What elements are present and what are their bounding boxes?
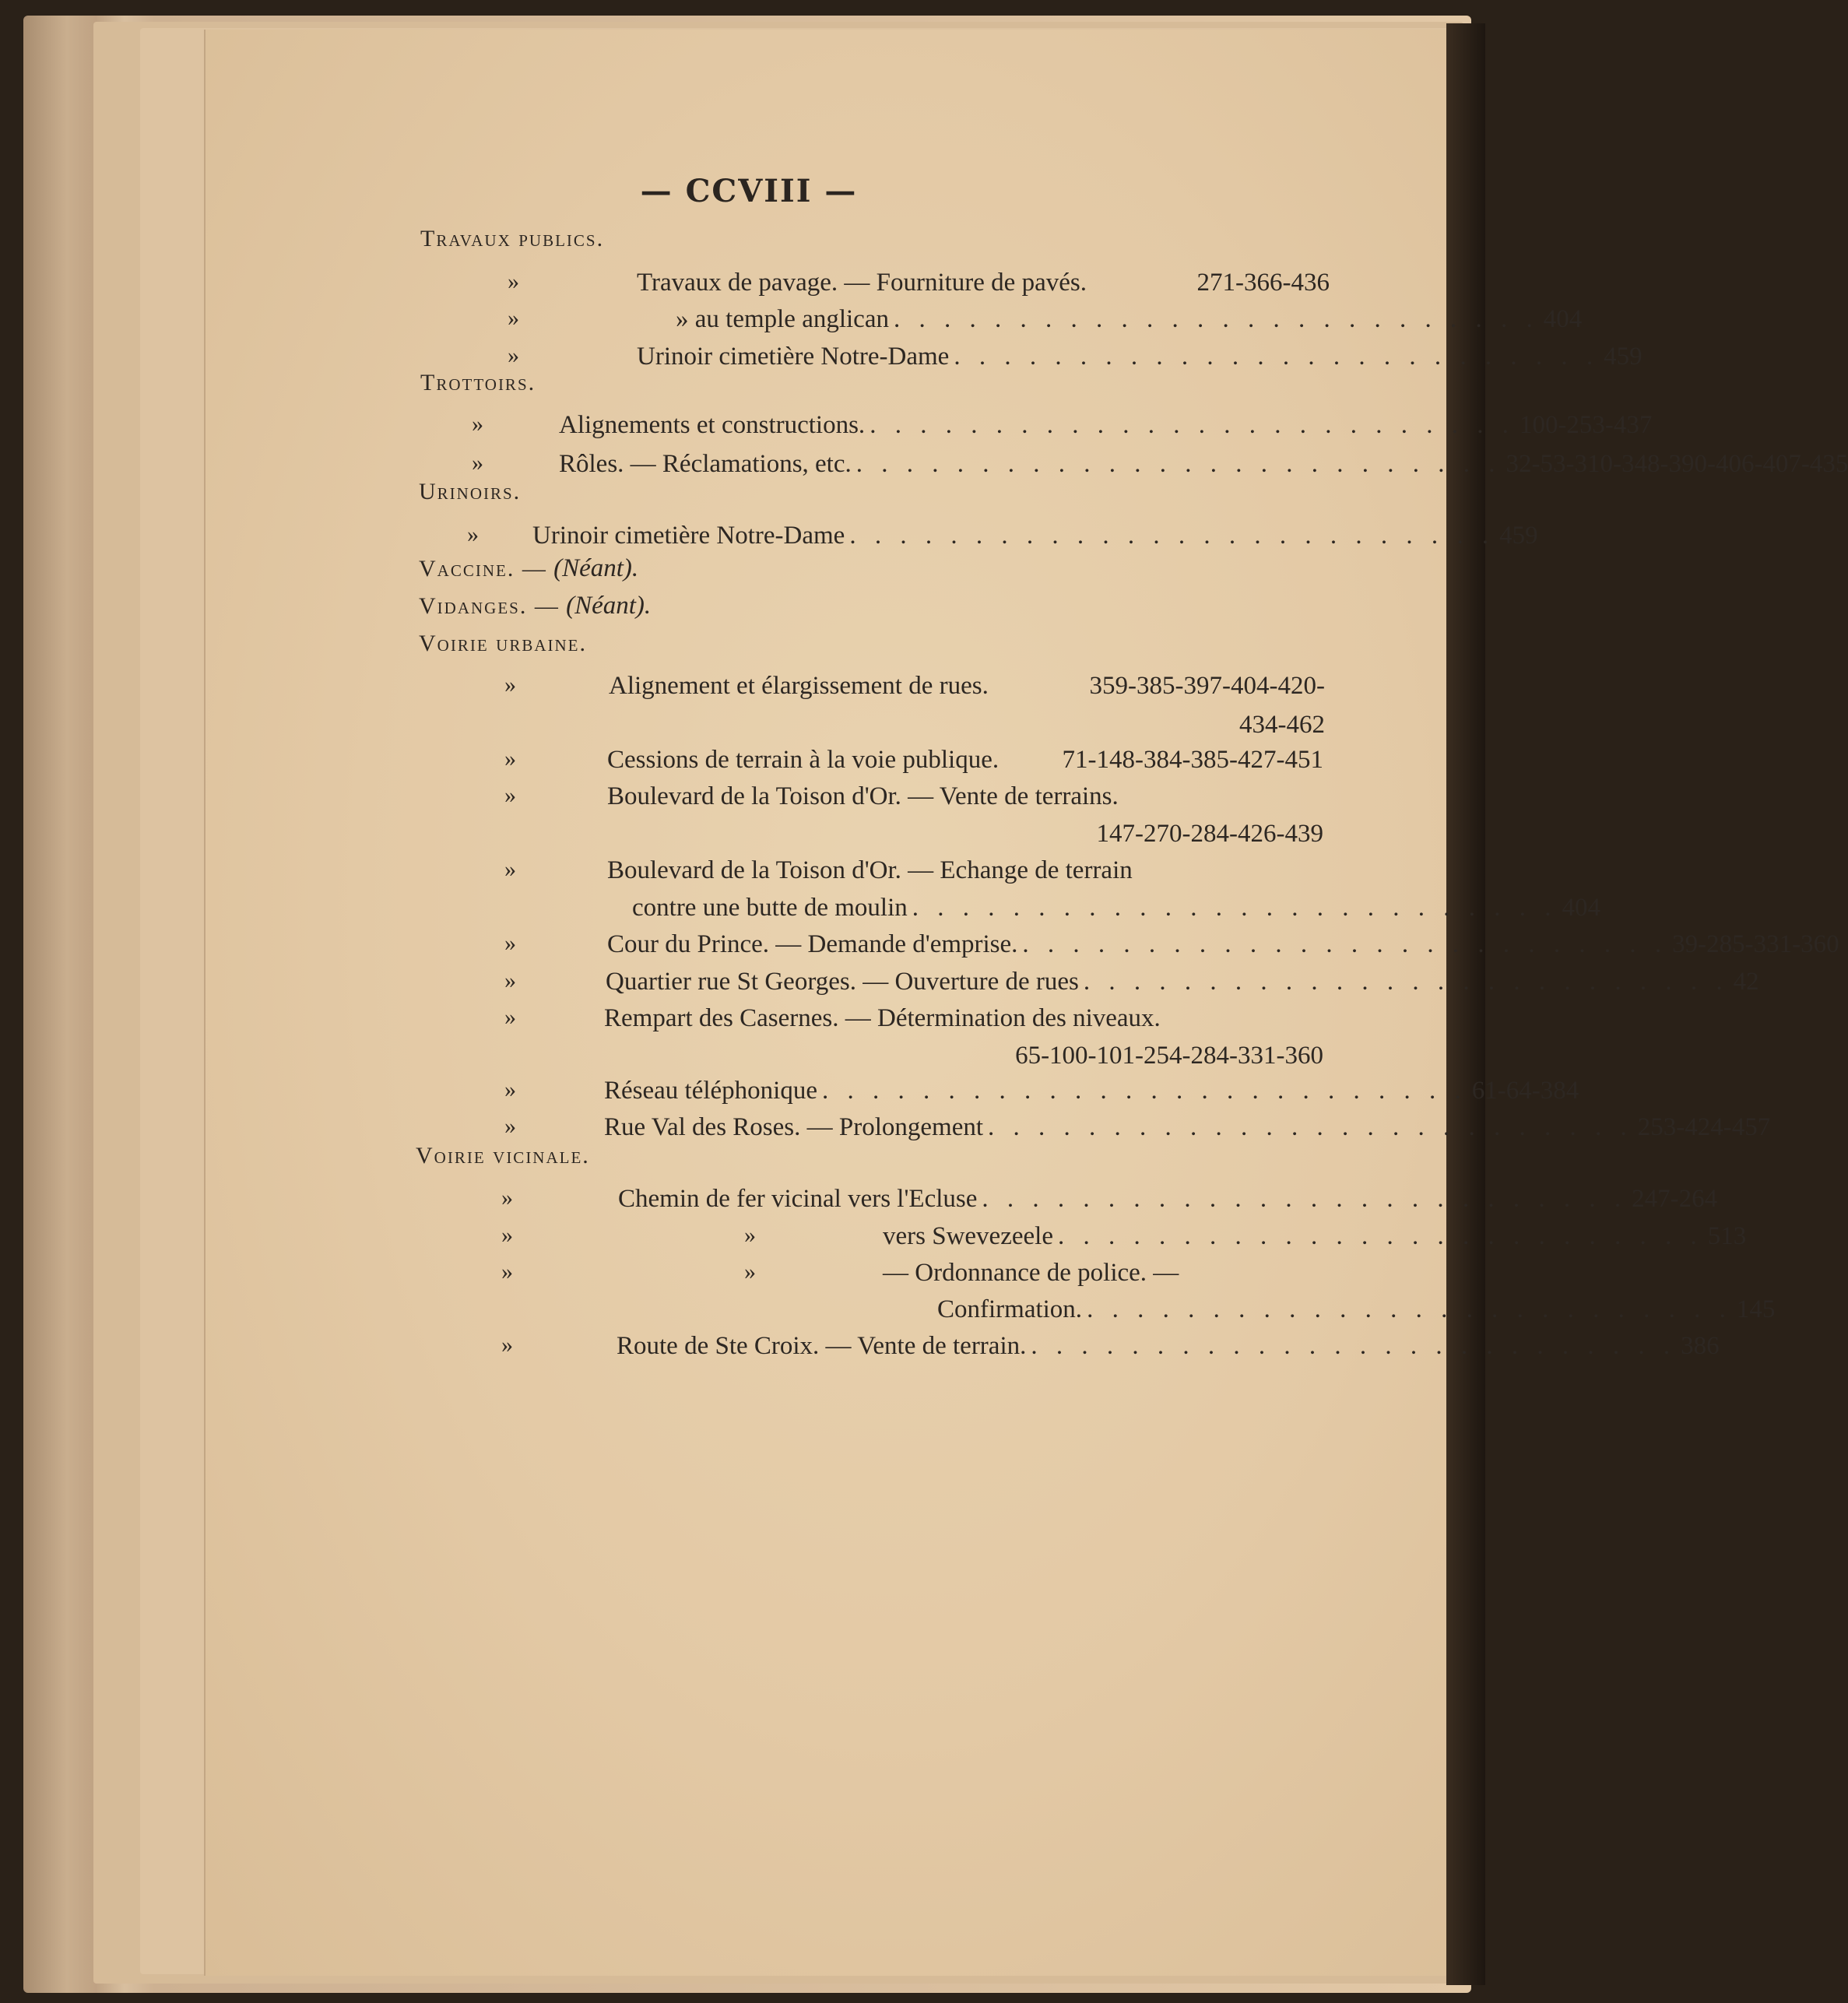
ditto-mark: » — [501, 1332, 513, 1358]
index-entry — [637, 343, 1642, 371]
entry-pages: 459 — [1499, 522, 1538, 550]
entry-text: Réseau téléphonique — [604, 1077, 817, 1105]
entry-text: Urinoir cimetière Notre-Dame — [532, 522, 845, 550]
leader-dots: . . . . . . . . . . . . . . . . . . . . . . . . . . — [855, 450, 1502, 478]
entry-text: Confirmation. — [937, 1295, 1083, 1323]
index-entry — [607, 746, 1323, 775]
index-entry — [604, 1004, 1323, 1033]
entry-pages: 359-385-397-404-420- — [1089, 672, 1325, 700]
leader-dots: . . . . . . . . . . . . . . . . . . . . . . . . . . — [849, 522, 1495, 550]
index-entry — [604, 1113, 1771, 1142]
ditto-mark: » — [504, 1004, 516, 1030]
ditto-mark: » — [744, 1222, 756, 1248]
leader-dots: . . . . . . . . . . . . . . . . . . . . . . . . . . — [912, 894, 1558, 922]
entry-text: » au temple anglican — [676, 305, 889, 333]
entry-pages: 100-253-437 — [1519, 411, 1653, 439]
leader-dots: . . . . . . . . . . . . . . . . . . . . . . . . . . — [1083, 968, 1729, 996]
entry-pages: 32-53-310-348-390-406-407-435 — [1505, 450, 1848, 478]
index-entry — [637, 269, 1330, 297]
leader-dots: . . . . . . . . . . . . . . . . . . . . . . . . . . — [893, 305, 1539, 333]
entry-pages-continued: 434-462 — [1239, 711, 1325, 739]
section-heading: Voirie urbaine. — [419, 631, 587, 656]
ditto-mark: » — [504, 782, 516, 808]
entry-text: Chemin de fer vicinal vers l'Ecluse — [618, 1185, 978, 1213]
leader-dots: . . . . . . . . . . . . . . . . . . . . . . . . . . — [822, 1077, 1467, 1105]
entry-pages-continued: 65-100-101-254-284-331-360 — [1015, 1042, 1323, 1070]
leader-dots: . . . . . . . . . . . . . . . . . . . . . . . . . . — [988, 1113, 1633, 1141]
entry-text: Boulevard de la Toison d'Or. — Echange de terrain — [607, 856, 1133, 884]
ditto-mark: » — [504, 1113, 516, 1139]
index-entry — [606, 968, 1759, 996]
index-entry — [618, 1185, 1718, 1214]
entry-pages: 404 — [1562, 894, 1600, 922]
leader-dots: . . . . . . . . . . . . . . . . . . . . . . . . . . — [954, 343, 1600, 371]
ditto-mark: » — [508, 343, 519, 368]
ditto-mark: » — [504, 1077, 516, 1102]
entry-pages: 253-424-457 — [1637, 1113, 1771, 1141]
ditto-mark: » — [504, 672, 516, 698]
entry-text: Boulevard de la Toison d'Or. — Vente de terrains. — [607, 782, 1119, 810]
entry-pages: 459 — [1604, 343, 1642, 371]
page-header: — CCVIII — — [640, 173, 858, 209]
ditto-mark: » — [501, 1259, 513, 1284]
leader-dots: . . . . . . . . . . . . . . . . . . . . . . . . . . — [1087, 1295, 1732, 1323]
section-heading: Voirie vicinale. — [416, 1143, 590, 1168]
entry-pages: 71-148-384-385-427-451 — [1062, 746, 1323, 774]
ditto-mark: » — [504, 930, 516, 956]
ditto-mark: » — [744, 1259, 756, 1284]
leader-dots: . . . . . . . . . . . . . . . . . . . . . . . . . . — [1031, 1332, 1677, 1360]
entry-text: Rue Val des Roses. — Prolongement — [604, 1113, 984, 1141]
entry-pages: 271-366-436 — [1196, 269, 1330, 297]
entry-pages: 39-285-331-360 — [1672, 930, 1839, 958]
ditto-mark: » — [501, 1222, 513, 1248]
index-entry-continued — [937, 1295, 1776, 1324]
ditto-mark: » — [508, 269, 519, 294]
entry-text: contre une butte de moulin — [632, 894, 908, 922]
index-entry — [617, 1332, 1720, 1361]
entry-pages: 386 — [1681, 1332, 1720, 1360]
index-entry — [607, 782, 1323, 811]
index-entry — [532, 522, 1538, 550]
ditto-mark: » — [501, 1185, 513, 1211]
ditto-mark: » — [472, 411, 483, 437]
ditto-mark: » — [508, 305, 519, 331]
ditto-mark: » — [467, 522, 479, 547]
entry-pages: 145 — [1736, 1295, 1776, 1323]
leader-dots: . . . . . . . . . . . . . . . . . . . . . . . . . . — [982, 1185, 1628, 1213]
ditto-mark: » — [504, 856, 516, 882]
entry-text: Rôles. — Réclamations, etc. — [559, 450, 852, 478]
entry-text: Alignements et constructions. — [559, 411, 866, 439]
index-entry — [559, 411, 1653, 440]
leader-dots: . . . . . . . . . . . . . . . . . . . . . . . . . . — [870, 411, 1515, 439]
entry-text: — Ordonnance de police. — — [883, 1259, 1179, 1287]
entry-text: Cessions de terrain à la voie publique. — [607, 746, 1000, 774]
entry-pages: 61-64-384 — [1471, 1077, 1579, 1105]
index-entry — [676, 305, 1583, 334]
entry-pages-continued: 147-270-284-426-439 — [1096, 820, 1323, 848]
leader-dots: . . . . . . . . . . . . . . . . . . . . . . . . . . — [1057, 1222, 1703, 1250]
section-heading: Travaux publics. — [420, 226, 605, 251]
index-entry-continued — [632, 894, 1600, 922]
entry-text: Urinoir cimetière Notre-Dame — [637, 343, 950, 371]
index-entry — [559, 450, 1848, 479]
ditto-mark: » — [472, 450, 483, 476]
entry-pages: 42 — [1733, 968, 1759, 996]
entry-pages: 404 — [1543, 305, 1583, 333]
entry-pages: 513 — [1707, 1222, 1747, 1250]
entry-text: Quartier rue St Georges. — Ouverture de rues — [606, 968, 1079, 996]
index-entry — [609, 672, 1325, 701]
section-heading: Urinoirs. — [419, 479, 522, 504]
entry-text: Rempart des Casernes. — Détermination des niveaux. — [604, 1004, 1161, 1032]
section-heading-vaccine: Vaccine. — (Néant). — [419, 554, 639, 582]
entry-text: Route de Ste Croix. — Vente de terrain. — [617, 1332, 1027, 1360]
entry-text: Cour du Prince. — Demande d'emprise. — [607, 930, 1018, 958]
index-entry — [883, 1259, 1323, 1288]
entry-pages: 247-264 — [1632, 1185, 1718, 1213]
ditto-mark: » — [504, 746, 516, 771]
index-entry — [607, 930, 1839, 959]
index-entry — [604, 1077, 1579, 1105]
entry-text: Travaux de pavage. — Fourniture de pavés. — [637, 269, 1087, 297]
entry-text: vers Swevezeele — [883, 1222, 1053, 1250]
ditto-mark: » — [504, 968, 516, 993]
index-entry — [883, 1222, 1747, 1251]
index-entry — [607, 856, 1323, 885]
section-heading-vidanges: Vidanges. — (Néant). — [419, 592, 652, 620]
section-heading: Trottoirs. — [420, 370, 536, 395]
entry-text: Alignement et élargissement de rues. — [609, 672, 989, 700]
leader-dots: . . . . . . . . . . . . . . . . . . . . . . . . . . — [1022, 930, 1668, 958]
